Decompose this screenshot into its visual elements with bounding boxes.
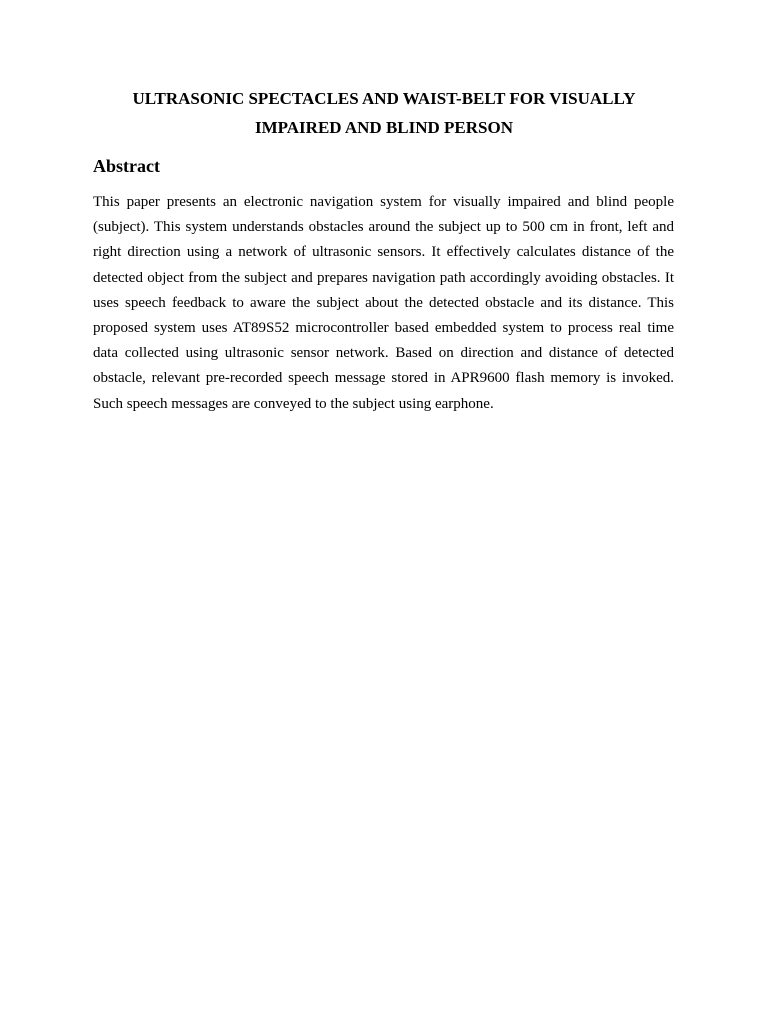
paper-title: ULTRASONIC SPECTACLES AND WAIST-BELT FOR VISUALLY IMPAIRED AND BLIND PERSON <box>132 89 636 137</box>
abstract-heading: Abstract <box>93 156 160 176</box>
abstract-paragraph: This paper presents an electronic navigation system for visually impaired and blind people (subject). This system understands obstacles around the subject up to 500 cm in front, left and right direction using a network of ultrasonic sensors. It effectively calculates distance of the detected object from the subject and prepares navigation path accordingly avoiding obstacles. It uses speech feedback to aware the subject about the detected obstacle and its distance. This proposed system uses AT89S52 microcontroller based embedded system to process real time data collected using ultrasonic sensor network. Based on direction and distance of detected obstacle, relevant pre-recorded speech message stored in APR9600 flash memory is invoked. Such speech messages are conveyed to the subject using earphone. <box>93 194 674 412</box>
